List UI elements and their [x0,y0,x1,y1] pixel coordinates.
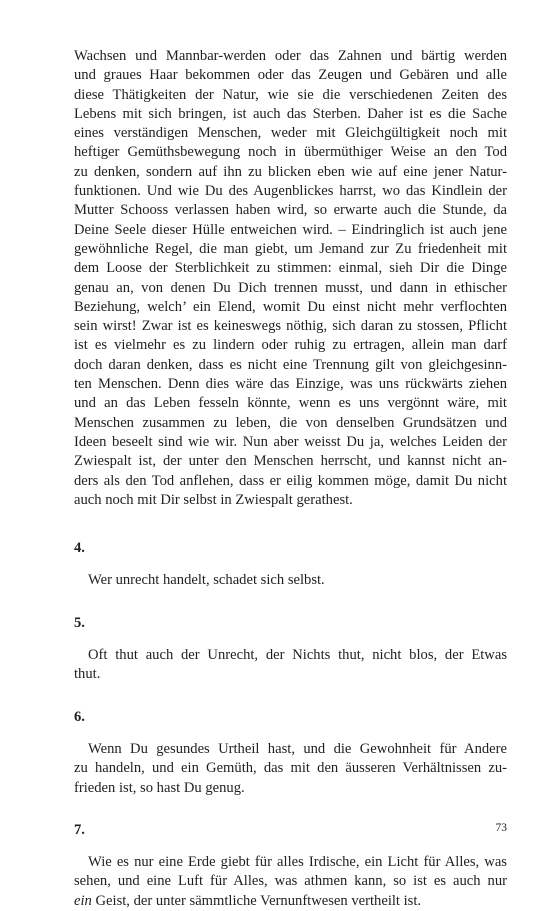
text-line: Wachsen und Mannbar-werden oder das Zahnen und bärtig werden [74,48,507,64]
text-line: Menschen zusammen zu leben, die von denselben Grundsätzen und [74,414,507,431]
section-number-5: 5. [74,614,85,631]
text-line: Deine Seele dieser Hülle entweichen wird. – Eindringlich ist auch jene [74,221,507,238]
text-line: sein wirst! Zwar ist es keineswegs nöthig, sich daran zu stossen, Pflicht [74,318,507,335]
text-line: Mutter Schooss verlassen haben wird, so erwarte auch die Stunde, da [74,202,507,219]
text-line: sehen, und eine Luft für Alles, was athmen kann, so ist es auch nur [74,873,507,890]
emphasized-word: ein [74,892,92,909]
text-line: Wenn Du gesundes Urtheil hast, und die Gewohnheit für Andere [88,740,507,757]
text-line: doch daran denken, dass es nicht eine Trennung gilt von gleichgesinn- [74,356,507,373]
text-line: dem Loose der Sterblichkeit zu stimmen: einmal, sieh Dir die Dinge [74,260,507,277]
text-line: Ideen beseelt sind wie wir. Nun aber weisst Du ja, welches Leiden der [74,433,507,450]
section-4-paragraph [74,571,507,590]
section-number-4: 4. [74,540,85,557]
text-line: genau an, von denen Du Dich trennen musst, und dann in ethischer [74,279,507,296]
text-line: Zwiespalt ist, der unter den Menschen herrscht, und kannst nicht an- [74,453,507,470]
text-line: zu handeln, und ein Gemüth, das mit den äusseren Verhältnissen zu- [74,760,507,777]
text-line: Beziehung, welch’ ein Elend, womit Du einst nicht mehr verflochten [74,298,507,315]
section-5-paragraph [74,646,507,685]
section-6-paragraph [74,740,507,798]
text-line: gewöhnliche Regel, die man giebt, um Jemand zur Zu friedenheit mit [74,240,507,257]
text-line: zu denken, sondern auf ihn zu blicken eben wie auf eine jener Natur- [74,163,507,180]
text-line: ten Menschen. Denn dies wäre das Einzige, was uns rückwärts ziehen [74,376,507,393]
text-line: thut. [74,666,101,683]
text-line [74,892,507,911]
text-line: auch noch mit Dir selbst in Zwiespalt gerathest. [74,491,353,508]
continuation-paragraph [74,47,507,510]
text-block [74,47,507,911]
text-line: und an das Leben fesseln könnte, wenn es uns vergönnt wäre, mit [74,395,507,412]
section-number-6: 6. [74,708,85,725]
section-number-7: 7. [74,821,85,838]
text-line: Wie es nur eine Erde giebt für alles Irdische, ein Licht für Alles, was [88,854,507,871]
text-line: heftiger Gemüthsbewegung noch in übermüthiger Weise an den Tod [74,144,507,161]
text-line: eines verständigen Menschen, weder mit Gleichgültigkeit noch mit [74,125,507,142]
section-7-paragraph [74,853,507,911]
text-line: Wer unrecht handelt, schadet sich selbst. [88,572,325,589]
text-line: ist es vielmehr es zu lindern oder ruhig zu ertragen, allein man darf [74,337,507,354]
text-line: diese Thätigkeiten der Natur, wie sie die verschiedenen Zeiten des [74,86,507,103]
text-line: und graues Haar bekommen oder das Zeugen und Gebären und alle [74,67,507,84]
text-fragment: Geist, der unter sämmtliche Vernunftwesen vertheilt ist. [91,892,422,909]
text-line: funktionen. Und wie Du des Augenblickes harrst, wo das Kindlein der [74,183,507,200]
text-line: Lebens mit sich bringen, ist auch das Sterben. Daher ist es die Sache [74,105,507,122]
text-line: Oft thut auch der Unrecht, der Nichts thut, nicht blos, der Etwas [88,647,507,664]
page-number: 73 [495,822,507,834]
text-line: ders als den Tod anflehen, dass er eilig kommen möge, damit Du nicht [74,472,507,489]
text-line: frieden ist, so hast Du genug. [74,779,245,796]
